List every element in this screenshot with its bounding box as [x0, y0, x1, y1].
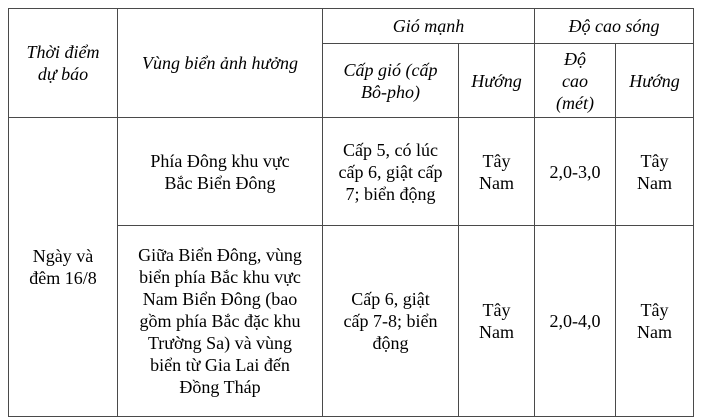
header-wind-level: Cấp gió (cấp Bô-pho): [323, 44, 459, 118]
wave-direction-cell: Tây Nam: [616, 226, 694, 417]
wave-direction-cell: Tây Nam: [616, 118, 694, 226]
header-region: Vùng biển ảnh hưởng: [118, 9, 323, 118]
region-cell: Giữa Biển Đông, vùng biển phía Bắc khu vực Nam Biển Đông (bao gồm phía Bắc đặc khu Trường Sa) và vùng biển từ Gia Lai đến Đồng Tháp: [118, 226, 323, 417]
wave-height-cell: 2,0-3,0: [535, 118, 616, 226]
wind-level-cell: Cấp 6, giật cấp 7-8; biển động: [323, 226, 459, 417]
header-wave-height: Độ cao (mét): [535, 44, 616, 118]
header-wave-direction: Hướng: [616, 44, 694, 118]
header-wave-group: Độ cao sóng: [535, 9, 694, 44]
forecast-time: Ngày và đêm 16/8: [9, 118, 118, 417]
header-wind-direction: Hướng: [459, 44, 535, 118]
header-wind-group: Gió mạnh: [323, 9, 535, 44]
region-cell: Phía Đông khu vực Bắc Biển Đông: [118, 118, 323, 226]
forecast-row-1: [9, 118, 694, 226]
header-row-top: [9, 9, 694, 44]
header-time: Thời điểm dự báo: [9, 9, 118, 118]
wave-height-cell: 2,0-4,0: [535, 226, 616, 417]
marine-forecast-table: [8, 8, 694, 417]
wind-direction-cell: Tây Nam: [459, 226, 535, 417]
wind-level-cell: Cấp 5, có lúc cấp 6, giật cấp 7; biển động: [323, 118, 459, 226]
wind-direction-cell: Tây Nam: [459, 118, 535, 226]
